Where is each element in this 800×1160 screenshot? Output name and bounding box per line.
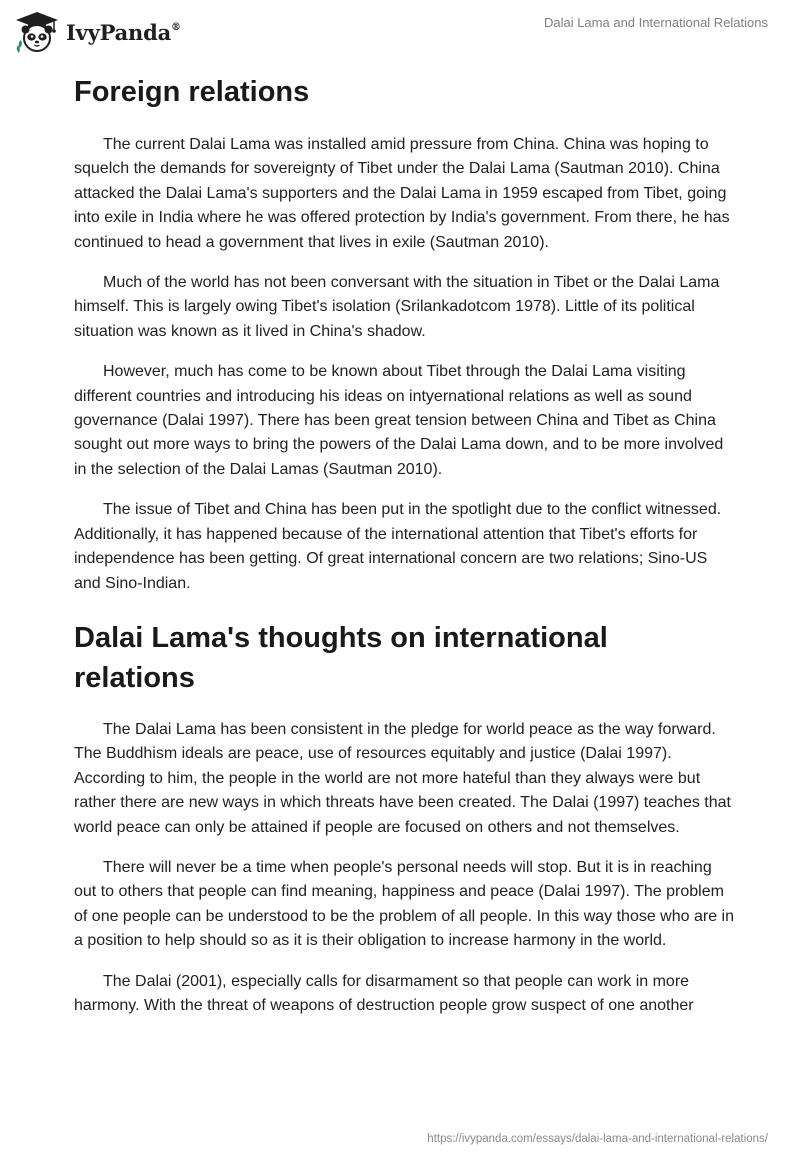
paragraph: The issue of Tibet and China has been put in the spotlight due to the conflict witnessed. Additionally, it has happened because of the international attention that Tibet's efforts for independence has been getting. Of great international concern are two relations; Sino-US and Sino-Indian. bbox=[74, 501, 722, 592]
source-url-link[interactable]: https://ivypanda.com/essays/dalai-lama-and-international-relations/ bbox=[427, 1133, 768, 1145]
paragraph: The Dalai Lama has been consistent in the pledge for world peace as the way forward. The Buddhism ideals are peace, use of resources equitably and justice (Dalai 1997). According to him, the people in the world are not more hateful than they always were but rather there are new ways in which threats have been created. The Dalai (1997) teaches that world peace can only be attained if people are focused on others and not themselves. bbox=[74, 720, 731, 836]
paragraph: However, much has come to be known about Tibet through the Dalai Lama visiting different countries and introducing his ideas on intyernational relations as well as sound governance (Dalai 1997). There has been great tension between China and Tibet as China sought out more ways to bring the powers of the Dalai Lama down, and to be more involved in the selection of the Dalai Lamas (Sautman 2010). bbox=[74, 363, 724, 478]
essay-content bbox=[74, 70, 734, 1034]
panda-graduate-icon bbox=[14, 10, 60, 54]
document-title: Dalai Lama and International Relations bbox=[543, 15, 768, 30]
paragraph: Much of the world has not been conversant with the situation in Tibet or the Dalai Lama himself. This is largely owing Tibet's isolation (Srilankadotcom 1978). Little of its political situation was known as it lived in China's shadow. bbox=[74, 274, 720, 340]
section-heading: Foreign relations bbox=[74, 76, 310, 108]
paragraph: The current Dalai Lama was installed amid pressure from China. China was hoping to squelch the demands for sovereignty of Tibet under the Dalai Lama (Sautman 2010). China attacked the Dalai Lama's supporters and the Dalai Lama in 1959 escaped from Tibet, going into exile in India where he was offered protection by India's government. From there, he has continued to head a government that lives in exile (Sautman 2010). bbox=[74, 136, 730, 251]
brand-logo[interactable] bbox=[14, 10, 181, 54]
section-heading: Dalai Lama's thoughts on international relations bbox=[74, 621, 608, 694]
brand-name: IvyPanda® bbox=[66, 19, 181, 45]
page-header bbox=[0, 0, 800, 62]
paragraph: The Dalai (2001), especially calls for disarmament so that people can work in more harmony. With the threat of weapons of destruction people grow suspect of one another bbox=[74, 972, 694, 1014]
paragraph: There will never be a time when people's personal needs will stop. But it is in reaching out to others that people can find meaning, happiness and peace (Dalai 1997). The problem of one people can be understood to be the problem of all people. In this way those who are in a position to help should so as it is their obligation to increase harmony in the world. bbox=[74, 858, 734, 950]
